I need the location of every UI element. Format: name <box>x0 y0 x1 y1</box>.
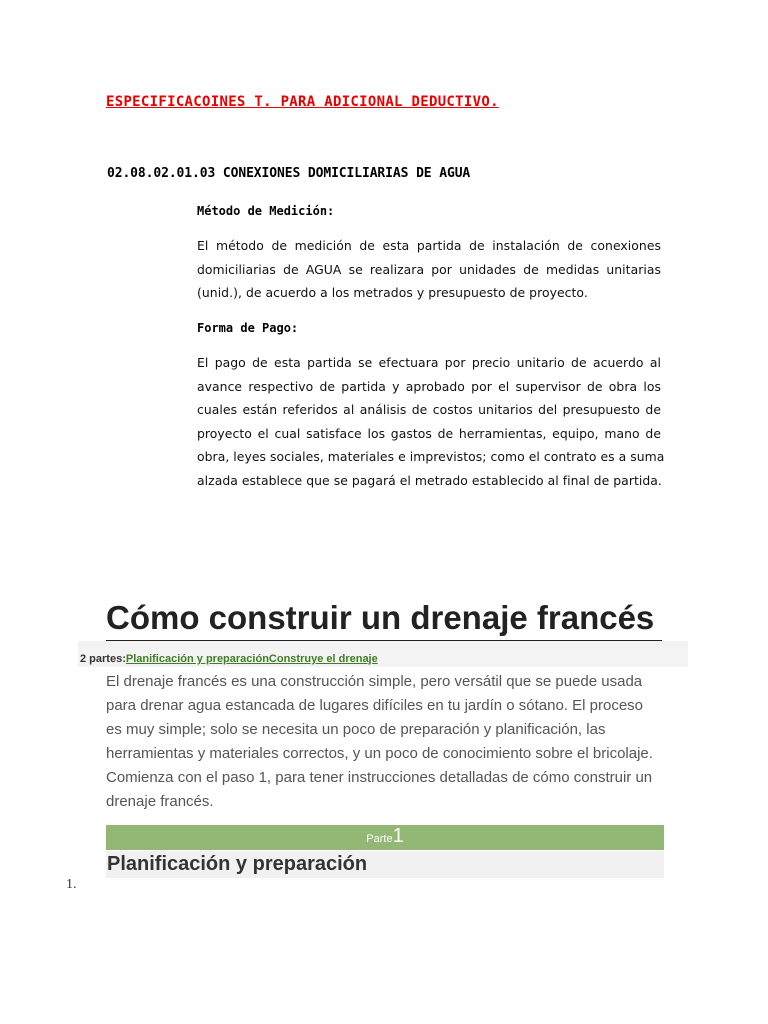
intro-line: El drenaje francés es una construcción simple, pero versátil que se puede usada <box>106 673 643 690</box>
part-header-bar <box>106 825 664 850</box>
paragraph-line: obra, leyes sociales, materiales e imprevistos; como el contrato es a suma <box>197 449 665 464</box>
part-title: Planificación y preparación <box>107 853 368 875</box>
pago-heading: Forma de Pago: <box>197 321 299 335</box>
paragraph-line: cuales están referidos al análisis de costos unitarios del presupuesto de <box>197 402 661 417</box>
part-label: Parte <box>366 833 393 845</box>
intro-line: drenaje francés. <box>106 793 214 810</box>
part-link-construye[interactable]: Construye el drenaje <box>268 653 378 665</box>
intro-line: Comienza con el paso 1, para tener instrucciones detalladas de cómo construir un <box>106 769 653 786</box>
paragraph-line: alzada establece que se pagará el metrado establecido al final de partida. <box>197 472 662 488</box>
part-number: 1 <box>392 825 404 847</box>
medicion-paragraph <box>197 234 661 305</box>
paragraph-line: proyecto el cual satisface los gastos de herramientas, equipo, mano de <box>197 425 661 441</box>
paragraph-line: (unid.), de acuerdo a los metrados y presupuesto de proyecto. <box>197 285 588 300</box>
intro-line: herramientas y materiales correctos, y un poco de conocimiento sobre el bricolaje. <box>106 745 653 762</box>
intro-line: para drenar agua estancada de lugares difíciles en tu jardín o sótano. El proceso <box>106 697 644 714</box>
step-number: 1. <box>66 877 77 892</box>
paragraph-line: domiciliarias de AGUA se realizara por unidades de medidas unitarias <box>197 261 661 277</box>
section-heading: 02.08.02.01.03 CONEXIONES DOMICILIARIAS DE AGUA <box>107 166 471 181</box>
medicion-heading: Método de Medición: <box>197 204 335 218</box>
article-intro <box>106 670 666 814</box>
pago-paragraph <box>197 351 665 492</box>
intro-line: es muy simple; solo se necesita un poco de preparación y planificación, las <box>106 721 606 738</box>
part-link-planificacion[interactable]: Planificación y preparación <box>125 653 269 665</box>
paragraph-line: avance respectivo de partida y aprobado por el supervisor de obra los <box>197 378 661 394</box>
paragraph-line: El pago de esta partida se efectuara por precio unitario de acuerdo al <box>197 355 661 370</box>
article-title: Cómo construir un drenaje francés <box>106 598 662 643</box>
document-title: ESPECIFICACOINES T. PARA ADICIONAL DEDUCTIVO. <box>106 94 499 110</box>
parts-navigation <box>80 653 378 665</box>
paragraph-line: El método de medición de esta partida de instalación de conexiones <box>197 238 661 253</box>
parts-label: 2 partes: <box>80 653 126 665</box>
